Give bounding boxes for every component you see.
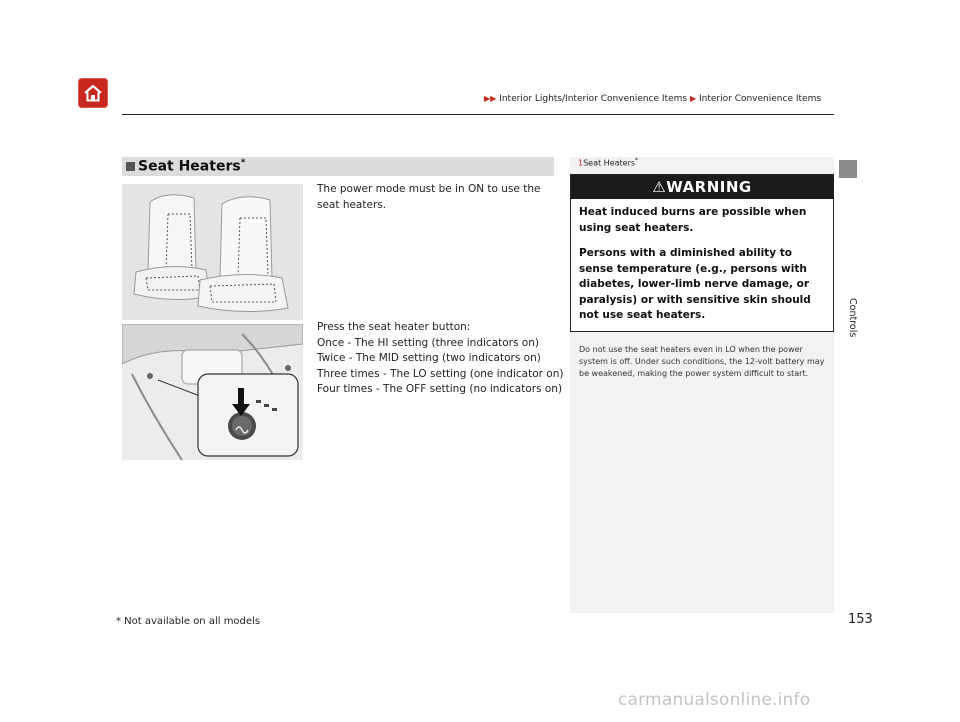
section-title: Seat Heaters	[138, 158, 241, 175]
section-square-icon	[126, 162, 135, 171]
warning-title: WARNING	[666, 178, 752, 196]
breadcrumb	[484, 94, 821, 104]
home-button[interactable]	[78, 78, 108, 108]
warning-text: Persons with a diminished ability to sense temperature (e.g., persons with diabetes, lower-limb nerve damage, or paralysis) or with sensitive skin should not use seat heaters.	[579, 247, 811, 321]
bookmark-icon: 1	[578, 158, 584, 168]
chapter-tab[interactable]	[839, 160, 857, 178]
breadcrumb-current[interactable]: Interior Convenience Items	[699, 94, 822, 104]
notes-header	[578, 157, 638, 168]
breadcrumb-arrow-icon: ▶▶	[484, 94, 497, 103]
seat-heater-button-illustration	[122, 324, 303, 460]
breadcrumb-parent[interactable]: Interior Lights/Interior Convenience Items	[499, 94, 688, 104]
warning-triangle-icon: ⚠	[652, 178, 667, 196]
instruction-line: Twice - The MID setting (two indicators on)	[317, 352, 541, 364]
seat-heaters-illustration	[122, 184, 303, 320]
home-icon	[78, 78, 108, 108]
notes-title: Seat Heaters	[583, 158, 636, 168]
instruction-line: Three times - The LO setting (one indicator on)	[317, 367, 564, 380]
header-divider	[122, 114, 834, 115]
warning-box	[570, 174, 834, 332]
warning-header	[571, 175, 833, 199]
notes-body: Do not use the seat heaters even in LO when the power system is off. Under such conditions, the 12-volt battery may be weakened, making the power system difficult to start.	[579, 345, 825, 378]
instruction-line: Press the seat heater button:	[317, 321, 471, 333]
power-mode-note: The power mode must be in ON to use the seat heaters.	[317, 183, 541, 211]
watermark: carmanualsonline.info	[618, 690, 811, 710]
footnote: * Not available on all models	[116, 616, 261, 627]
chapter-label: Controls	[847, 298, 858, 338]
warning-text: Heat induced burns are possible when using seat heaters.	[579, 206, 807, 234]
instruction-line: Four times - The OFF setting (no indicators on)	[317, 383, 563, 395]
instruction-line: Once - The HI setting (three indicators on)	[317, 336, 539, 349]
notes-asterisk: *	[635, 157, 639, 164]
section-heading	[122, 157, 554, 176]
button-instructions	[317, 320, 562, 398]
page-number: 153	[848, 612, 873, 627]
breadcrumb-arrow-icon: ▶	[689, 94, 697, 103]
section-asterisk: *	[240, 158, 246, 168]
